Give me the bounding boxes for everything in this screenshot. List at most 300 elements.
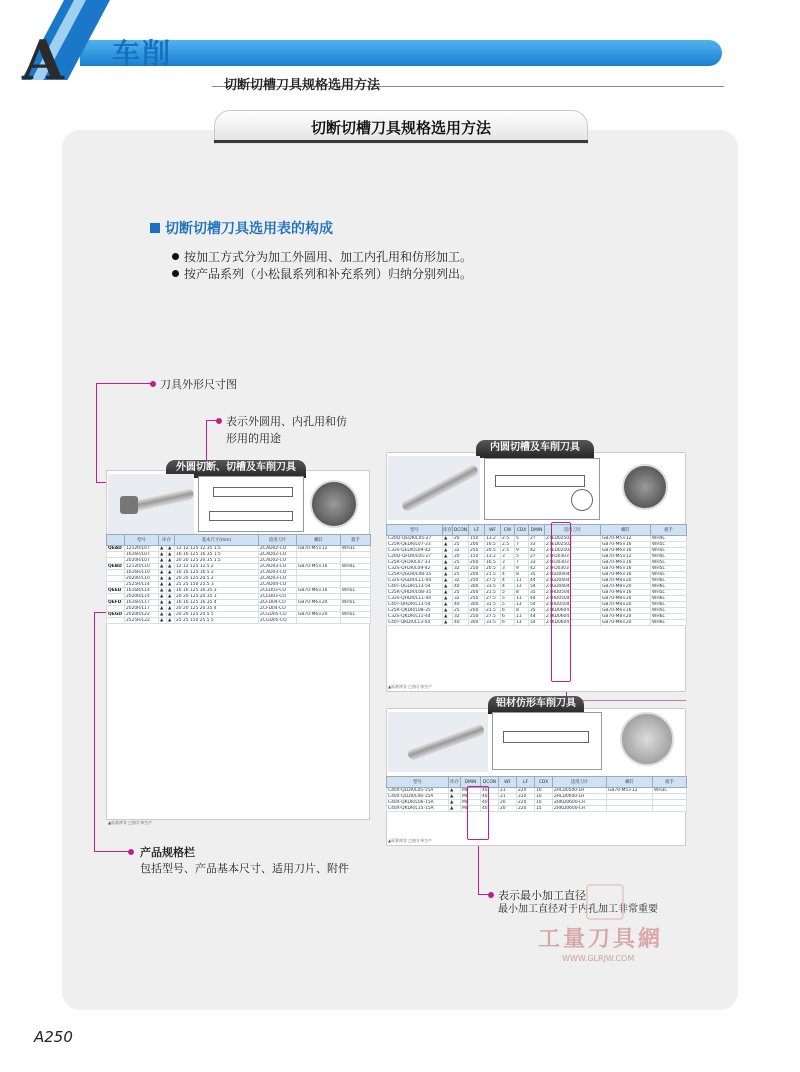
- cell-l: ▲: [167, 612, 175, 618]
- cell-lf: 220: [517, 800, 535, 806]
- cell-cw: 5: [501, 590, 515, 596]
- cell-dmin: 54: [529, 620, 545, 626]
- cell-cdx: 9: [515, 566, 529, 572]
- cell-dcon: 32: [453, 596, 469, 602]
- col-dcon: DCON: [481, 777, 499, 788]
- cell-cdx: 8: [515, 608, 529, 614]
- tool-head: [120, 496, 138, 514]
- cell-insert: ZCGD05-CO: [259, 612, 297, 618]
- cell-r: ▲: [443, 554, 453, 560]
- cell-dmin: 35: [529, 590, 545, 596]
- cell-insert: ZTED02502: [545, 548, 601, 554]
- col-cw: CW: [501, 525, 515, 536]
- cell-model: 1616R/L10: [125, 570, 159, 576]
- dmin-highlight-box: [467, 786, 489, 840]
- cell-model: 1616R/L17: [125, 600, 159, 606]
- cell-lf: 220: [517, 806, 535, 812]
- cell-r: ▲: [159, 576, 167, 582]
- cell-dims: 16 16 125 16.35 4: [175, 600, 259, 606]
- tool-shaft: [400, 463, 480, 513]
- cell-lf: 250: [469, 578, 485, 584]
- cell-r: ▲: [443, 560, 453, 566]
- cell-model: 1616R/L14: [125, 588, 159, 594]
- cell-insert: ZCED03-CO: [259, 594, 297, 600]
- cell-cdx: 10: [535, 800, 553, 806]
- cell-dmin: 33: [529, 542, 545, 548]
- cell-dcon: 40: [481, 806, 499, 812]
- cell-key: [341, 618, 371, 624]
- col-lf: LF: [517, 777, 535, 788]
- cell-cw: 3: [501, 560, 515, 566]
- bullet-item: 按加工方式分为加工外圆用、加工内孔用和仿形加工。: [172, 248, 472, 265]
- cell-screw: GB70-M5×16: [297, 564, 341, 570]
- cell-key: WH5L: [651, 542, 687, 548]
- cell-insert: ZTFD0303: [545, 554, 601, 560]
- cell-cw: 5: [501, 596, 515, 602]
- cell-key: WH6L: [651, 596, 687, 602]
- profile-card-title: 铝材仿形车削刀具: [488, 696, 584, 714]
- cell-wf: 16.5: [485, 560, 501, 566]
- col-dcon: DCON: [453, 525, 469, 536]
- col-key: 扳手: [341, 535, 371, 546]
- cell-wf: 21.5: [485, 572, 501, 578]
- cell-wf: 20.5: [485, 566, 501, 572]
- inner-tool-drawing: [484, 458, 600, 520]
- cell-screw: [297, 618, 341, 624]
- cell-dims: 20 20 125 20.35 1.5: [175, 558, 259, 564]
- cell-r: ▲: [159, 570, 167, 576]
- cell-dcon: 32: [453, 578, 469, 584]
- cell-insert: ZCAD02-CO: [259, 552, 297, 558]
- table-row: [387, 806, 687, 812]
- cell-insert: ZRKD0600-LH: [553, 806, 607, 812]
- cell-cw: 2.5: [501, 536, 515, 542]
- cell-dmin: M8: [461, 794, 481, 800]
- cell-cdx: 9: [515, 548, 529, 554]
- outer-spec-table: [106, 534, 371, 624]
- callout-dot: [216, 418, 222, 424]
- cell-model: 2525R/L22: [125, 618, 159, 624]
- cell-screw: GB70-M5×12: [297, 546, 341, 552]
- cell-l: ▲: [167, 582, 175, 588]
- cell-dmin: 44: [529, 614, 545, 620]
- cell-model: C32S-QEDR/L09-42: [387, 548, 443, 554]
- cell-wf: 13.2: [485, 554, 501, 560]
- cell-insert: ZTKD0604: [545, 608, 601, 614]
- cell-r: ▲: [159, 552, 167, 558]
- watermark-logo: [586, 884, 624, 920]
- annotation-shape-drawing: 刀具外形尺寸图: [160, 378, 237, 391]
- cell-model: C32S-QGDR/L11-44: [387, 578, 443, 584]
- col-dmin: DMIN: [529, 525, 545, 536]
- section-tab-title: 切断切槽刀具规格选用方法: [214, 110, 588, 144]
- inner-card-title: 内圆切槽及车削刀具: [476, 440, 594, 458]
- callout-line: [94, 612, 106, 613]
- cell-r: ▲: [449, 800, 461, 806]
- callout-dot: [128, 849, 134, 855]
- col-screw: 螺钉: [297, 535, 341, 546]
- cell-cw: 4: [501, 572, 515, 578]
- drawing-outline: [213, 487, 293, 497]
- col-insert: 适用刀片: [553, 777, 607, 788]
- callout-line: [478, 894, 490, 895]
- cell-insert: ZTKD0604: [545, 620, 601, 626]
- cell-lf: 200: [469, 542, 485, 548]
- cell-wf: 20.5: [485, 548, 501, 554]
- cell-r: ▲: [159, 606, 167, 612]
- cell-model: C40T-QKDR/L13-54: [387, 620, 443, 626]
- col-stock: 库存: [159, 535, 175, 546]
- cell-dcon: 25: [453, 542, 469, 548]
- cell-lf: 200: [469, 560, 485, 566]
- cell-insert: ZCFD04-CO: [259, 606, 297, 612]
- cell-cdx: 15: [535, 806, 553, 812]
- cell-key: [653, 806, 687, 812]
- cell-insert: ZCED03-CO: [259, 588, 297, 594]
- cell-model: C40X-QKDR/L15-15A: [387, 806, 449, 812]
- cell-wf: 20: [499, 800, 517, 806]
- cell-screw: GB70-M6×16: [601, 608, 651, 614]
- cell-r: ▲: [443, 590, 453, 596]
- col-wf: WF: [485, 525, 501, 536]
- cell-model: C40T-QHDR/L13-54: [387, 602, 443, 608]
- cell-model: 2020R/L07: [125, 558, 159, 564]
- cell-l: ▲: [167, 564, 175, 570]
- cell-key: WH5L: [651, 590, 687, 596]
- cell-r: ▲: [443, 566, 453, 572]
- cell-insert: ZTGD0404: [545, 584, 601, 590]
- cell-l: ▲: [167, 576, 175, 582]
- watermark-url: WWW.GLRJW.COM: [562, 954, 635, 963]
- col-screw: 螺钉: [601, 525, 651, 536]
- cell-dims: 16 16 125 16.35 3: [175, 588, 259, 594]
- cell-wf: 27.5: [485, 614, 501, 620]
- cell-dmin: 44: [529, 596, 545, 602]
- outer-tool-drawing: [198, 476, 304, 532]
- cell-key: WH4L: [651, 554, 687, 560]
- cell-dmin: 27: [529, 536, 545, 542]
- cell-dcon: 40: [481, 794, 499, 800]
- cell-r: ▲: [443, 620, 453, 626]
- cell-insert: ZCAD02-CO: [259, 558, 297, 564]
- cell-r: ▲: [159, 558, 167, 564]
- cell-dmin: 42: [529, 566, 545, 572]
- inner-spec-table: [386, 524, 687, 626]
- cell-dcon: 25: [453, 590, 469, 596]
- callout-line: [206, 420, 218, 421]
- cell-r: ▲: [449, 788, 461, 794]
- drawing-outline: [571, 489, 593, 511]
- cell-dims: 20 20 125 20.5 2: [175, 576, 259, 582]
- callout-line: [206, 420, 207, 460]
- profile-spec-table: [386, 776, 687, 812]
- callout-line: [478, 840, 479, 895]
- cell-model: C40X-QLDR/L06-15A: [387, 794, 449, 800]
- callout-line: [96, 383, 97, 483]
- cell-dcon: 20: [453, 536, 469, 542]
- col-key: 扳手: [651, 525, 687, 536]
- cell-screw: GB70-M6×16: [297, 588, 341, 594]
- cell-r: ▲: [159, 612, 167, 618]
- cell-model: 2525R/L14: [125, 582, 159, 588]
- cell-cdx: 13: [515, 620, 529, 626]
- cell-r: ▲: [159, 594, 167, 600]
- cell-insert: ZTHD0504: [545, 590, 601, 596]
- cell-insert: ZCAD03-CO: [259, 570, 297, 576]
- cell-screw: GB70-M6×16: [601, 572, 651, 578]
- cell-r: ▲: [159, 582, 167, 588]
- cell-model: C32S-QKDR/L11-44: [387, 614, 443, 620]
- cell-wf: 16.5: [485, 542, 501, 548]
- cell-insert: ZRLD0500-LH: [553, 788, 607, 794]
- col-wf: WF: [499, 777, 517, 788]
- cell-wf: 21: [499, 788, 517, 794]
- bullet-dot-icon: [172, 253, 179, 260]
- cell-cw: 6: [501, 620, 515, 626]
- cell-screw: GB70-M6×20: [297, 612, 341, 618]
- cell-screw: GB70-M8×20: [601, 584, 651, 590]
- cell-model: C20Q-QFDR/L05-27: [387, 554, 443, 560]
- cell-screw: GB70-M8×20: [601, 620, 651, 626]
- cell-cdx: 11: [515, 596, 529, 602]
- cell-lf: 250: [469, 566, 485, 572]
- cell-lf: 250: [469, 614, 485, 620]
- inner-tool-photo: [388, 456, 480, 520]
- cell-dims: 12 12 125 12.35 1.5: [175, 546, 259, 552]
- cell-cdx: 10: [535, 794, 553, 800]
- cell-model: 2020R/L10: [125, 576, 159, 582]
- cell-cw: 2.5: [501, 542, 515, 548]
- cell-screw: GB70-M5×12: [607, 788, 653, 794]
- cell-r: ▲: [159, 618, 167, 624]
- cell-l: ▲: [167, 594, 175, 600]
- cell-cw: 3: [501, 566, 515, 572]
- cell-cw: 2.5: [501, 548, 515, 554]
- cell-screw: GB70-M6×16: [601, 566, 651, 572]
- cell-dims: 12 12 125 12.5 2: [175, 564, 259, 570]
- cell-dmin: 35: [529, 608, 545, 614]
- cell-cdx: 5: [515, 554, 529, 560]
- profile-tool-drawing: [492, 712, 602, 770]
- cell-lf: 220: [517, 788, 535, 794]
- cell-cdx: 8: [515, 590, 529, 596]
- cell-insert: ZCAD04-CO: [259, 582, 297, 588]
- cell-key: WH4L: [341, 564, 371, 570]
- cell-l: ▲: [167, 618, 175, 624]
- cell-screw: GB70-M8×20: [601, 578, 651, 584]
- col-stock: 库存: [443, 525, 453, 536]
- cell-key: WH3L: [341, 546, 371, 552]
- cell-model: C25R-QFDR/L07-33: [387, 560, 443, 566]
- col-stock: 库存: [449, 777, 461, 788]
- col-insert: 适用刀片: [545, 525, 601, 536]
- cell-screw: GB70-M5×12: [601, 554, 651, 560]
- cell-lf: 150: [469, 536, 485, 542]
- col-series: [107, 535, 125, 546]
- cell-wf: 21.5: [485, 590, 501, 596]
- cell-dcon: 40: [481, 800, 499, 806]
- cell-wf: 33.5: [485, 620, 501, 626]
- cell-insert: ZRKD0600-LH: [553, 800, 607, 806]
- cell-series: [107, 618, 125, 624]
- cell-dcon: 40: [453, 620, 469, 626]
- cell-insert: ZTED02502: [545, 542, 601, 548]
- cell-r: ▲: [159, 588, 167, 594]
- callout-dot: [488, 892, 494, 898]
- cell-r: ▲: [159, 546, 167, 552]
- cell-key: WH5L: [651, 548, 687, 554]
- cell-dcon: 32: [453, 566, 469, 572]
- cell-lf: 300: [469, 584, 485, 590]
- sub-section-title: 切断切槽刀具选用表的构成: [150, 218, 333, 238]
- cell-screw: GB70-M6×16: [601, 542, 651, 548]
- cell-lf: 200: [469, 590, 485, 596]
- cell-model: C40X-QLDR/L05-15A: [387, 788, 449, 794]
- cell-lf: 300: [469, 620, 485, 626]
- cell-dmin: M8: [461, 800, 481, 806]
- cell-wf: 27.5: [485, 596, 501, 602]
- callout-line: [94, 851, 130, 852]
- cell-key: WH6L: [651, 602, 687, 608]
- profile-tool-photo: [388, 712, 488, 772]
- cell-screw: GB70-M6×16: [601, 590, 651, 596]
- cell-r: ▲: [159, 600, 167, 606]
- cell-wf: 27.5: [485, 578, 501, 584]
- cell-r: ▲: [443, 608, 453, 614]
- annotation-spec-title: 产品规格栏: [140, 846, 195, 859]
- cell-cw: 5: [501, 602, 515, 608]
- cell-model: 1616R/L07: [125, 552, 159, 558]
- cell-model: 2020R/L22: [125, 612, 159, 618]
- cell-l: ▲: [167, 606, 175, 612]
- outer-insert-photo: [310, 480, 358, 528]
- cell-model: 2020R/L17: [125, 606, 159, 612]
- cell-dims: 16 16 125 16.35 1.5: [175, 552, 259, 558]
- cell-r: ▲: [443, 578, 453, 584]
- cell-insert: ZTFD0303: [545, 560, 601, 566]
- cell-insert: ZTGD0404: [545, 578, 601, 584]
- cell-key: WH6L: [651, 620, 687, 626]
- col-cdx: CDX: [535, 777, 553, 788]
- cell-screw: GB70-M5×12: [601, 536, 651, 542]
- cell-dcon: 25: [453, 560, 469, 566]
- cell-model: 1212R/L07: [125, 546, 159, 552]
- callout-dot: [150, 381, 156, 387]
- section-tab-rule: [214, 140, 588, 143]
- cell-cdx: 5: [515, 536, 529, 542]
- cell-key: WH5L: [341, 612, 371, 618]
- cell-key: WH6L: [651, 584, 687, 590]
- cell-wf: 33.5: [485, 602, 501, 608]
- insert-photo: [622, 464, 668, 510]
- col-dmin: DMIN: [461, 777, 481, 788]
- cell-insert: ZCGD05-CO: [259, 618, 297, 624]
- cell-key: WH5L: [651, 560, 687, 566]
- cell-r: ▲: [449, 794, 461, 800]
- annotation-min-title: 表示最小加工直径: [498, 889, 586, 902]
- cell-dcon: 32: [453, 548, 469, 554]
- cell-series: QEED: [107, 588, 125, 594]
- watermark-text: 工量刀具網: [538, 927, 664, 952]
- cell-lf: 250: [469, 596, 485, 602]
- cell-key: WH6L: [651, 578, 687, 584]
- outer-table-note: ▲标准库存 □按订单生产: [108, 820, 153, 825]
- cell-insert: ZTGD0404: [545, 572, 601, 578]
- cell-cw: 4: [501, 584, 515, 590]
- cell-screw: GB70-M8×20: [601, 596, 651, 602]
- cell-dmin: 44: [529, 578, 545, 584]
- cell-model: C40X-QKDR/L06-15A: [387, 800, 449, 806]
- cell-key: WH5L: [341, 588, 371, 594]
- table-row: [107, 618, 371, 624]
- cell-r: ▲: [159, 564, 167, 570]
- callout-line: [96, 383, 152, 384]
- cell-dims: 16 16 125 16.5 2: [175, 570, 259, 576]
- cell-screw: GB70-M8×20: [601, 602, 651, 608]
- drawing-outline: [209, 511, 293, 521]
- col-model: 型号: [125, 535, 159, 546]
- square-bullet-icon: [150, 223, 160, 233]
- cell-dcon: 40: [453, 602, 469, 608]
- cell-r: ▲: [449, 806, 461, 812]
- cell-lf: 200: [469, 608, 485, 614]
- cell-cdx: 7: [515, 560, 529, 566]
- outer-card-title: 外圆切断、切槽及车削刀具: [166, 460, 306, 478]
- cell-cdx: 13: [515, 602, 529, 608]
- cell-lf: 220: [517, 794, 535, 800]
- chapter-subtitle: 切断切槽刀具规格选用方法: [224, 78, 381, 93]
- profile-wheel-photo: [620, 712, 674, 766]
- cell-r: ▲: [443, 602, 453, 608]
- cell-insert: ZTKD0604: [545, 614, 601, 620]
- cell-dims: 20 20 125 20.5 5: [175, 612, 259, 618]
- cell-dmin: M8: [461, 788, 481, 794]
- cell-cdx: 11: [515, 578, 529, 584]
- cell-dims: 20 20 125 20.35 4: [175, 606, 259, 612]
- col-insert: 适用刀片: [259, 535, 297, 546]
- cell-cdx: 11: [515, 614, 529, 620]
- cell-key: WH4L: [651, 536, 687, 542]
- cell-model: 1212R/L10: [125, 564, 159, 570]
- col-model: 型号: [387, 777, 449, 788]
- profile-table-note: ▲标准库存 □按订单生产: [388, 838, 433, 843]
- dmin-highlight-box: [551, 522, 571, 682]
- cell-screw: [607, 806, 653, 812]
- chapter-letter: A: [22, 28, 64, 92]
- col-lf: LF: [469, 525, 485, 536]
- cell-dcon: 40: [453, 584, 469, 590]
- col-model: 型号: [387, 525, 443, 536]
- inner-table-note: ▲标准库存 □按订单生产: [388, 684, 433, 689]
- cell-l: ▲: [167, 552, 175, 558]
- cell-cdx: 13: [515, 584, 529, 590]
- cell-dcon: 25: [453, 572, 469, 578]
- cell-lf: 150: [469, 554, 485, 560]
- cell-dmin: 42: [529, 548, 545, 554]
- drawing-outline: [503, 731, 589, 743]
- cell-insert: ZTFD0303: [545, 566, 601, 572]
- table-row: [387, 620, 687, 626]
- cell-insert: ZTED02502: [545, 536, 601, 542]
- cell-dmin: 27: [529, 554, 545, 560]
- cell-insert: ZTHD0504: [545, 602, 601, 608]
- cell-insert: ZCAD02-CO: [259, 546, 297, 552]
- cell-l: ▲: [167, 588, 175, 594]
- cell-dcon: 20: [453, 554, 469, 560]
- cell-dcon: 40: [481, 788, 499, 794]
- cell-r: ▲: [443, 572, 453, 578]
- cell-series: QEFD: [107, 600, 125, 606]
